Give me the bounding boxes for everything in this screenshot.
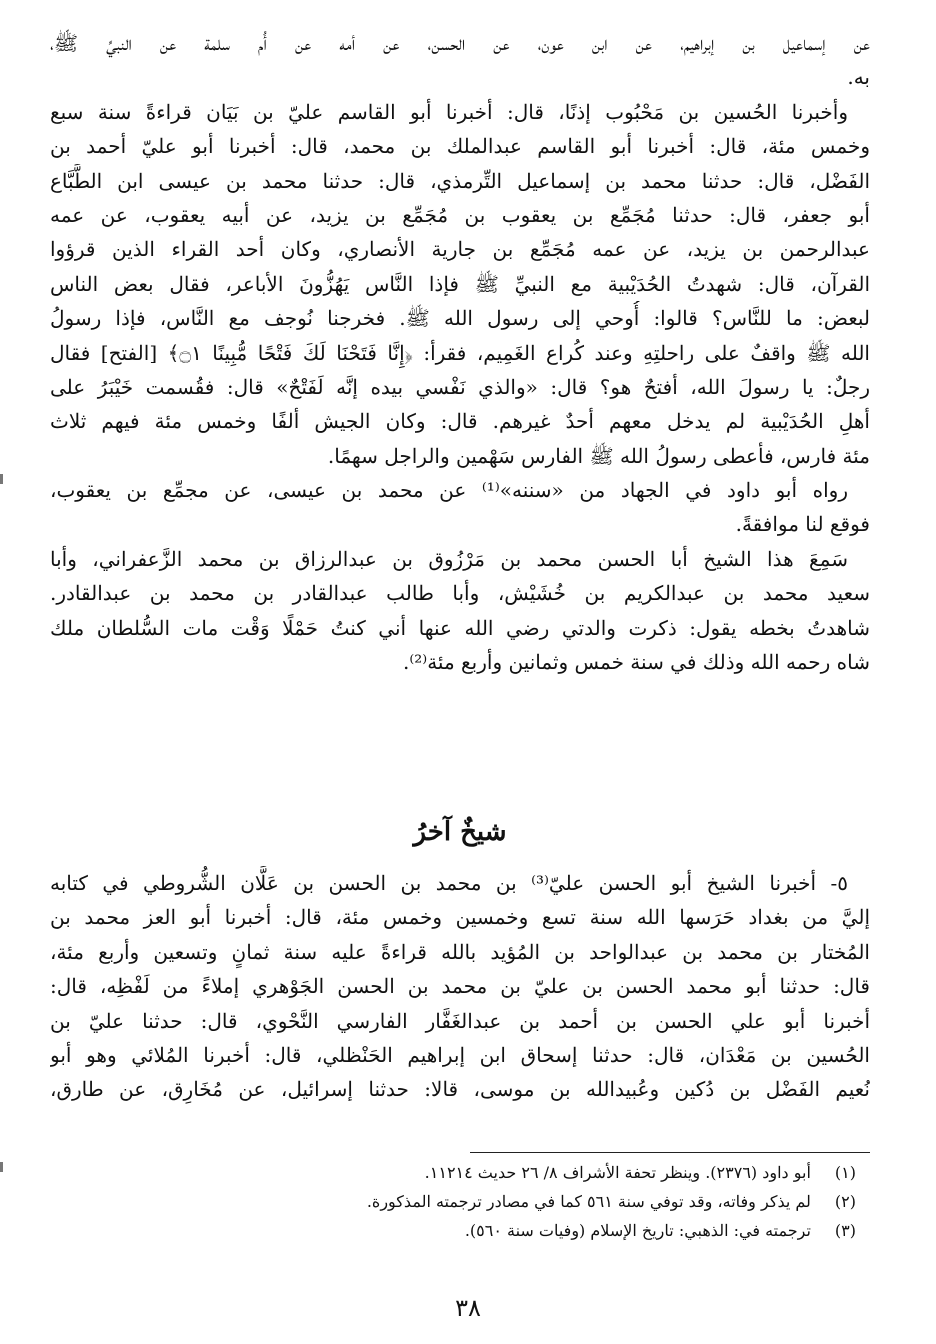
footnotes: [56, 1158, 856, 1245]
text-line: وخمس مئة، قال: أخبرنا أبو القاسم عبدالملك بن محمد، قال: أخبرنا أبو عليّ أحمد بن: [50, 134, 870, 159]
footnote-text: لم يذكر وفاته، وقد توفي سنة ٥٦١ كما في مصادر ترجمته المذكورة.: [366, 1192, 811, 1211]
footnote-text: أبو داود (٢٣٧٦). وينظر تحفة الأشراف ٨/ ٢٦ حديث ١١٢١٤.: [424, 1163, 811, 1182]
text-line: شاه رحمه الله وذلك في سنة خمس وثمانين وأربع مئة⁽²⁾.: [402, 650, 870, 675]
text-line: الحُسين بن مَعْدَان، قال: حدثنا إسحاق ابن إبراهيم الحَنْظلي، قال: أخبرنا المُلائي وهو أبو: [50, 1042, 870, 1067]
text-line: رجلٌ: يا رسولَ الله، أفتحٌ هو؟ قال: «والذي نَفْسي بيده إنَّه لَفَتْحٌ» قال: فقُسمت خَيْبَرُ على: [50, 374, 870, 399]
text-line: عبدالرحمن بن يزيد، عن عمه مُجَمِّع بن جارية الأنصاري، وكان أحد القراء الذين قرؤوا: [50, 237, 870, 262]
text-line: مئة فارس، فأعطى رسولُ الله ﷺ الفارس سَهْمين والراجل سهمًا.: [327, 443, 870, 468]
text-line: شاهدتُ بخطه يقول: ذكرت والدتي رضي الله عنها أني كنتُ حَمْلًا وَقْت مات السُّلطان ملك: [50, 615, 870, 640]
text-line: ٥- أخبرنا الشيخ أبو الحسن عليّ⁽³⁾ بن محمد بن الحسن بن عَلَّان الشُّروطي في كتابه: [50, 871, 848, 895]
text-line: فوقع لنا موافقةً.: [735, 512, 870, 537]
section-heading: شيخٌ آخرُ: [413, 817, 507, 847]
text-line: الفَضْل، قال: حدثنا محمد بن إسماعيل التِّرمذي، قال: حدثنا محمد بن عيسى ابن الطَّبَّاع: [50, 168, 870, 193]
footnote-number: (١): [834, 1163, 856, 1182]
text-line: الله ﷺ واقفٌ على راحلتِهِ وعند كُراع الغَمِيم، فقرأ: ﴿إِنَّا فَتَحْنَا لَكَ فَتْحًا مُّبِينًا ۝١﴾ [الفتح] فقال: [50, 340, 870, 365]
text-line: سَمِعَ هذا الشيخ أبا الحسن محمد بن مَرْزُوق بن عبدالرزاق بن محمد الزَّعفراني، وأبا: [50, 546, 848, 571]
text-line: به.: [847, 65, 870, 90]
footnote: [56, 1187, 856, 1216]
text-line: قال: حدثنا أبو محمد الحسن بن عليّ بن محمد بن الحسن الجَوْهري إملاءً من لَفْظِه، قال:: [50, 974, 870, 999]
page-number: ٣٨: [455, 1294, 481, 1322]
second-text-block: [50, 866, 870, 1107]
scan-margin-mark: [0, 474, 3, 484]
text-line: إليَّ من بغداد حَرَسها الله سنة تسع وخمسين وخمس مئة، قال: أخبرنا أبو العز محمد بن: [50, 905, 870, 930]
footnote-number: (٢): [834, 1192, 856, 1211]
footnote: [56, 1216, 856, 1245]
text-line: نُعيم الفَضْل بن دُكين وعُبيدالله بن موسى، قالا: حدثنا إسرائيل، عن مُخَارِق، عن طارق،: [50, 1077, 870, 1102]
text-line: لبعض: ما للنَّاس؟ قالوا: أُوحي إلى رسول الله ﷺ. فخرجنا نُوجف مع النَّاس، فإذا رسولُ: [50, 306, 870, 331]
footnote-text: ترجمته في: الذهبي: تاريخ الإسلام (وفيات سنة ٥٦٠).: [464, 1221, 811, 1240]
footnote-number: (٣): [834, 1221, 856, 1240]
text-line: أخبرنا أبو علي الحسن بن أحمد بن عبدالغَفَّار الفارسي النَّحْوي، قال: حدثنا عليّ بن: [50, 1008, 870, 1033]
scan-margin-mark: [0, 1162, 3, 1172]
text-line: وأخبرنا الحُسين بن مَحْبُوب إذنًا، قال: أخبرنا أبو القاسم عليّ بن بَيَان قراءةً سنة سبع: [50, 99, 848, 124]
footnote: [56, 1158, 856, 1187]
text-line: عن إسماعيل بن إبراهيم، عن ابن عون، عن الحسن، عن أمه عن أُم سلمة عن النبيِّ ﷺ،: [50, 31, 870, 55]
text-line: القرآن، قال: شهدتُ الحُدَيْبية مع النبيِّ ﷺ فإذا النَّاس يَهُزُّونَ الأباعر، فقال بعض الناس: [50, 271, 870, 296]
text-line: رواه أبو داود في الجهاد من «سننه»⁽¹⁾ عن محمد بن عيسى، عن مجمِّع بن يعقوب،: [50, 478, 848, 503]
main-text-block: [50, 26, 870, 679]
text-line: المُختار بن محمد بن عبدالواحد بن المُؤيد بالله قراءةً عليه سنة ثمانٍ وتسعين وأربع مئة،: [50, 939, 870, 964]
text-line: أبو جعفر، قال: حدثنا مُجَمِّع بن يعقوب بن مُجَمِّع بن يزيد، عن أبيه يعقوب، عن عمه: [50, 202, 870, 227]
footnote-separator: [470, 1152, 870, 1153]
text-line: سعيد محمد بن عبدالكريم بن خُشَيْش، وأبا طالب عبدالقادر بن محمد بن عبدالقادر.: [50, 581, 870, 606]
text-line: أهلِ الحُدَيْبية لم يدخل معهم أحدٌ غيرهم. قال: وكان الجيش ألفًا وخمس مئة فيهم ثلاث: [50, 409, 870, 434]
